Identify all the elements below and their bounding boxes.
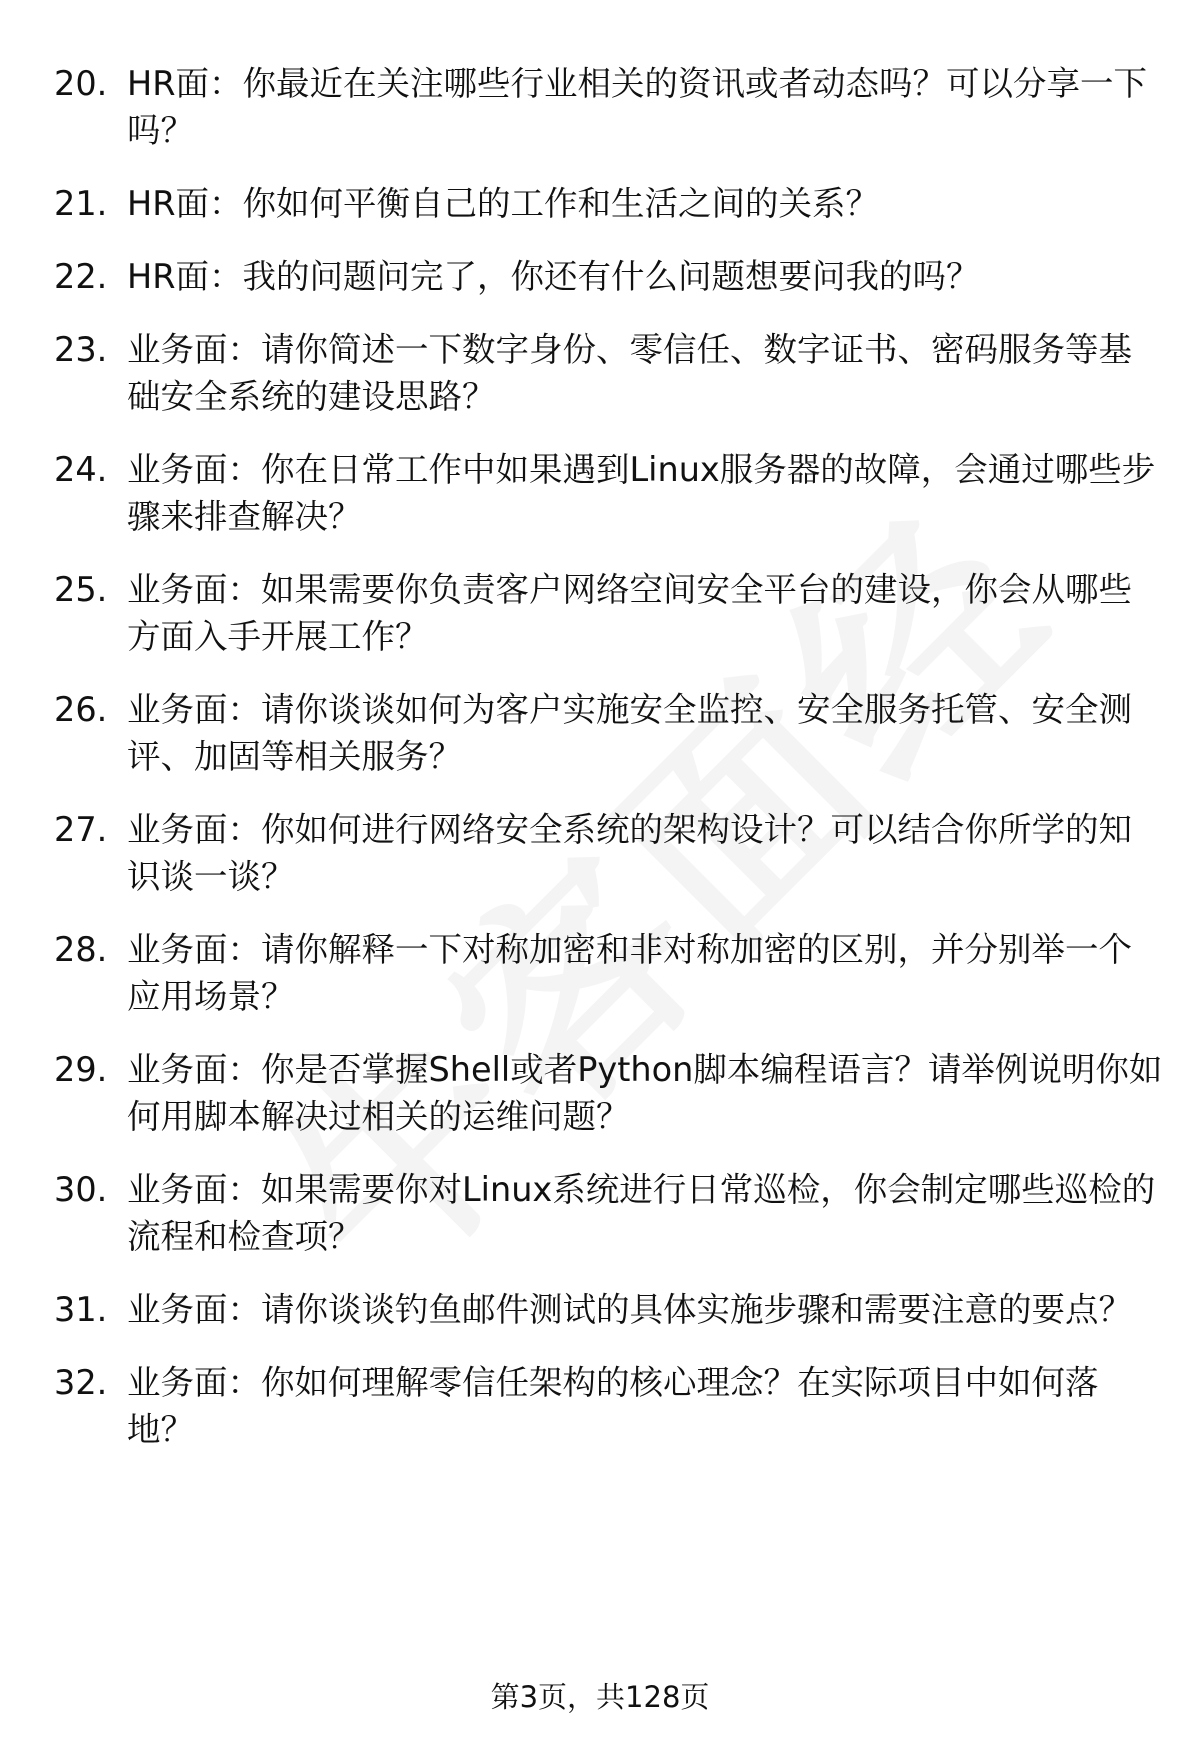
question-number: 29. [54, 1050, 108, 1089]
question-number: 22. [54, 257, 108, 296]
list-item [54, 686, 1164, 780]
question-number: 28. [54, 930, 108, 969]
question-text: HR面：你最近在关注哪些行业相关的资讯或者动态吗？可以分享一下吗？ [127, 64, 1147, 150]
list-item [54, 926, 1164, 1020]
question-number: 31. [54, 1290, 108, 1329]
question-text: 业务面：如果需要你对Linux系统进行日常巡检，你会制定哪些巡检的流程和检查项？ [127, 1170, 1156, 1256]
question-text: 业务面：你如何理解零信任架构的核心理念？在实际项目中如何落地？ [127, 1363, 1099, 1449]
list-item [54, 806, 1164, 900]
question-text: 业务面：请你谈谈钓鱼邮件测试的具体实施步骤和需要注意的要点？ [127, 1290, 1132, 1329]
list-item [54, 1046, 1164, 1140]
question-number: 21. [54, 184, 108, 223]
question-number: 30. [54, 1170, 108, 1209]
question-text: 业务面：你如何进行网络安全系统的架构设计？可以结合你所学的知识谈一谈？ [127, 810, 1132, 896]
question-number: 25. [54, 570, 108, 609]
list-item [54, 446, 1164, 540]
page-footer: 第3页，共128页 [490, 1680, 710, 1714]
question-number: 24. [54, 450, 108, 489]
question-text: 业务面：你在日常工作中如果遇到Linux服务器的故障，会通过哪些步骤来排查解决？ [127, 450, 1156, 536]
question-text: 业务面：请你谈谈如何为客户实施安全监控、安全服务托管、安全测评、加固等相关服务？ [127, 690, 1132, 776]
question-number: 23. [54, 330, 108, 369]
question-number: 32. [54, 1363, 108, 1402]
list-item [54, 326, 1164, 420]
list-item [54, 1359, 1164, 1453]
list-item [54, 180, 1164, 227]
list-item [54, 1166, 1164, 1260]
question-number: 20. [54, 64, 108, 103]
question-text: 业务面：请你简述一下数字身份、零信任、数字证书、密码服务等基础安全系统的建设思路？ [127, 330, 1132, 416]
question-text: 业务面：请你解释一下对称加密和非对称加密的区别，并分别举一个应用场景？ [127, 930, 1132, 1016]
list-item [54, 60, 1164, 154]
list-item [54, 253, 1164, 300]
question-text: HR面：我的问题问完了，你还有什么问题想要问我的吗？ [127, 257, 980, 296]
question-list [54, 60, 1164, 1453]
question-number: 27. [54, 810, 108, 849]
question-number: 26. [54, 690, 108, 729]
list-item [54, 1286, 1164, 1333]
list-item [54, 566, 1164, 660]
question-text: 业务面：你是否掌握Shell或者Python脚本编程语言？请举例说明你如何用脚本解决过相关的运维问题？ [127, 1050, 1163, 1136]
question-text: HR面：你如何平衡自己的工作和生活之间的关系？ [127, 184, 879, 223]
question-text: 业务面：如果需要你负责客户网络空间安全平台的建设，你会从哪些方面入手开展工作？ [127, 570, 1132, 656]
